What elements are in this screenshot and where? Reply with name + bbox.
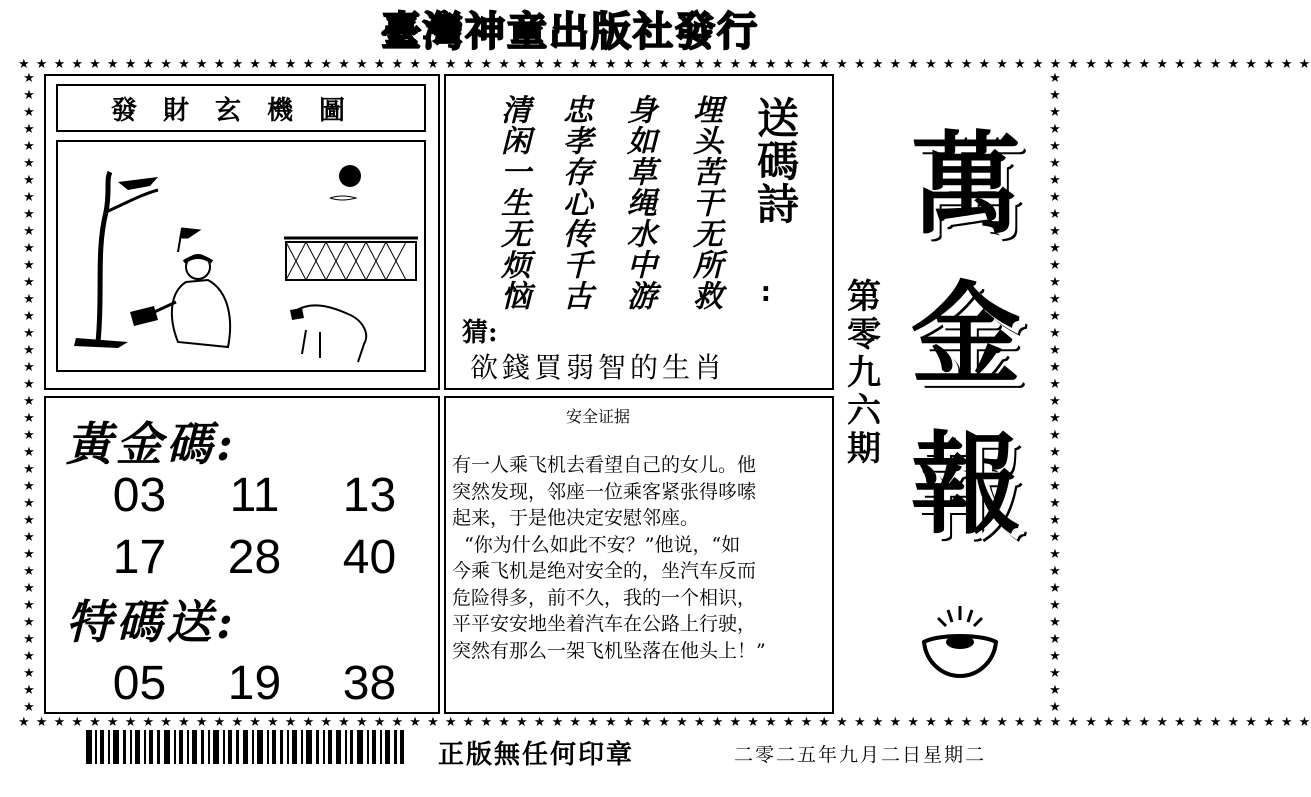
story-title: 安全证据 bbox=[566, 407, 631, 426]
special-number: 19 bbox=[227, 657, 282, 710]
publisher-header: 臺灣神童出版社發行 bbox=[381, 8, 759, 55]
star-border-top: ★ ★ ★ ★ ★ ★ ★ ★ ★ ★ ★ ★ ★ ★ ★ ★ ★ ★ ★ ★ ★ ★ ★ ★ ★ ★ ★ ★ ★ ★ ★ ★ ★ ★ ★ ★ ★ ★ ★ ★ ★ ★ ★ ★ ★ ★ ★ ★ ★ ★ ★ ★ ★ ★ ★ ★ ★ ★ ★ ★ ★ ★ ★ ★ ★ ★ ★ ★ ★ ★ ★ ★ ★ bbox=[18, 57, 1311, 72]
gold-numbers-row-2 bbox=[82, 530, 427, 585]
star-border-left: ★★★★★★★★★★★★★★★★★★★★★★★★★★★★★★★★★★★★★★ bbox=[23, 71, 35, 715]
guess-text: 欲錢買弱智的生肖 bbox=[470, 351, 727, 384]
fortune-illustration bbox=[56, 140, 426, 372]
gold-ingot-icon bbox=[918, 604, 1002, 684]
special-number: 38 bbox=[342, 657, 397, 710]
issue-char: 零 bbox=[847, 315, 881, 355]
brand-char: 報 bbox=[911, 420, 1021, 549]
gold-number: 40 bbox=[342, 531, 397, 584]
poem-line-2: 身如草绳水中游 bbox=[621, 94, 656, 311]
illustration-svg bbox=[58, 142, 424, 370]
guess-label: 猜: bbox=[462, 318, 498, 348]
gold-number: 03 bbox=[112, 469, 167, 522]
story-line: 突然有那么一架飞机坠落在他头上！” bbox=[452, 639, 766, 662]
poem-line-4: 清闲一生无烦恼 bbox=[495, 94, 530, 311]
gold-numbers-row-1 bbox=[82, 468, 427, 523]
special-numbers-label: 特碼送: bbox=[66, 595, 237, 649]
gold-number: 11 bbox=[229, 469, 280, 522]
gold-number: 13 bbox=[342, 469, 397, 522]
special-number: 05 bbox=[112, 657, 167, 710]
story-line: 危险得多，前不久，我的一个相识， bbox=[452, 586, 757, 609]
story-line: 平平安安地坐着汽车在公路上行驶， bbox=[452, 613, 757, 635]
issue-char: 第 bbox=[847, 277, 881, 317]
issue-char: 期 bbox=[847, 429, 881, 469]
brand-char: 金 bbox=[911, 270, 1021, 399]
special-numbers-row bbox=[82, 656, 427, 711]
star-border-right: ★★★★★★★★★★★★★★★★★★★★★★★★★★★★★★★★★★★★★★ bbox=[1049, 71, 1061, 715]
gold-number: 28 bbox=[227, 531, 282, 584]
issue-date: 二零二五年九月二日星期二 bbox=[734, 744, 987, 766]
star-border-bottom: ★ ★ ★ ★ ★ ★ ★ ★ ★ ★ ★ ★ ★ ★ ★ ★ ★ ★ ★ ★ ★ ★ ★ ★ ★ ★ ★ ★ ★ ★ ★ ★ ★ ★ ★ ★ ★ ★ ★ ★ ★ ★ ★ ★ ★ ★ ★ ★ ★ ★ ★ ★ ★ ★ ★ ★ ★ ★ ★ ★ ★ ★ ★ ★ ★ ★ ★ ★ ★ ★ ★ ★ ★ bbox=[18, 715, 1311, 730]
poem-colon: ∶ bbox=[762, 280, 770, 310]
issue-char: 九 bbox=[847, 353, 881, 393]
barcode-icon bbox=[86, 730, 404, 764]
brand-title bbox=[886, 110, 1046, 560]
story-line: 突然发现，邻座一位乘客紧张得哆嗦 bbox=[452, 480, 757, 503]
story-line: 有一人乘飞机去看望自己的女儿。他 bbox=[452, 454, 757, 476]
story-line: 起来，于是他决定安慰邻座。 bbox=[452, 507, 700, 529]
picture-title: 發財玄機圖 bbox=[110, 95, 371, 126]
story-text bbox=[452, 452, 766, 664]
story-line: “你为什么如此不安？”他说，“如 bbox=[452, 533, 741, 556]
issue-char: 六 bbox=[847, 391, 881, 431]
poem-line-1: 埋头苦干无所救 bbox=[687, 94, 722, 311]
poem-heading: 送碼詩 bbox=[751, 96, 800, 225]
picture-title-frame bbox=[56, 84, 426, 132]
gold-number: 17 bbox=[112, 531, 167, 584]
brand-char: 萬 bbox=[911, 120, 1021, 249]
no-stamp-notice: 正版無任何印章 bbox=[438, 740, 635, 770]
issue-number bbox=[844, 278, 884, 468]
gold-numbers-label: 黃金碼: bbox=[66, 417, 237, 471]
story-line: 今乘飞机是绝对安全的，坐汽车反而 bbox=[452, 560, 757, 582]
poem-line-3: 忠孝存心传千古 bbox=[557, 94, 592, 311]
